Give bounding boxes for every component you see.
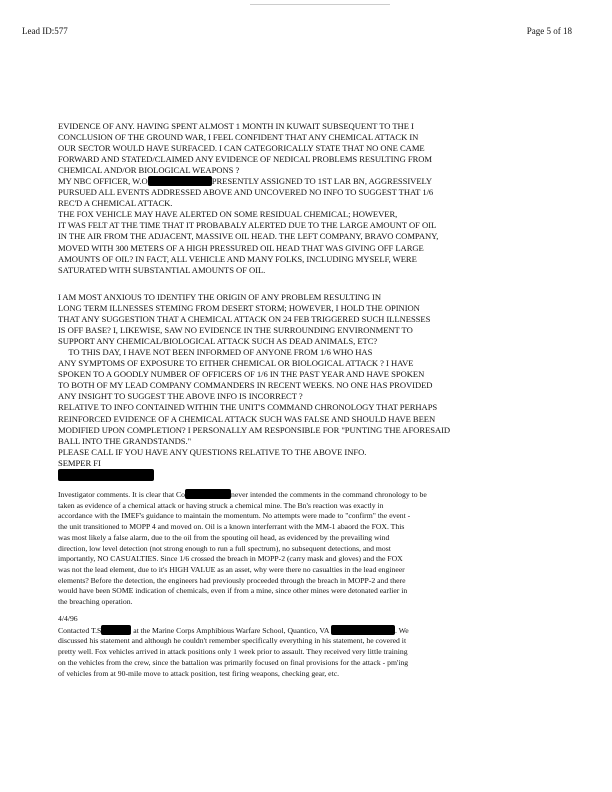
text-line: AMOUNTS OF OIL? IN FACT, ALL VEHICLE AND MANY FOLKS, INCLUDING MYSELF, WERE xyxy=(58,253,417,264)
letter-paragraph-1 xyxy=(58,121,578,276)
text-line: accordance with the IMEF's guidance to maintain the momentum. No attempts were made to "confirm" the event - xyxy=(58,511,411,521)
text-line: IT WAS FELT AT THE TIME THAT IT PROBABALY ALERTED DUE TO THE LARGE AMOUNT OF OIL xyxy=(58,220,437,231)
contact-first-line xyxy=(58,625,588,637)
contact-date: 4/4/96 xyxy=(58,614,78,623)
signature-redaction xyxy=(58,469,578,482)
text-line: the breaching operation. xyxy=(58,597,133,607)
text-line: ANY SYMPTOMS OF EXPOSURE TO EITHER CHEMICAL OR BIOLOGICAL ATTACK ? I HAVE xyxy=(58,358,414,369)
redaction-bar xyxy=(58,469,154,481)
redaction-bar xyxy=(101,625,131,635)
investigator-line-end: never intended the comments in the command chronology to be xyxy=(231,490,427,499)
text-line: BALL INTO THE GRANDSTANDS." xyxy=(58,435,192,446)
investigator-first-line xyxy=(58,489,588,501)
text-line: was not the lead element, due to it's HIGH VALUE as an asset, why were there no casualties in the lead engineer xyxy=(58,564,405,574)
text-line: I AM MOST ANXIOUS TO IDENTIFY THE ORIGIN OF ANY PROBLEM RESULTING IN xyxy=(58,292,382,302)
text-line: the unit transitioned to MOPP 4 and moved on. Oil is a known interferrant with the MM-1 abaord the FOX. This xyxy=(58,522,405,532)
text-line: TO THIS DAY, I HAVE NOT BEEN INFORMED OF ANYONE FROM 1/6 WHO HAS xyxy=(58,347,373,358)
text-line: REC'D A CHEMICAL ATTACK. xyxy=(58,198,173,209)
redaction-bar xyxy=(331,625,395,635)
text-line: on the vehicles from the crew, since the battalion was primarily focused on final provisions for the attack - pm'ing xyxy=(58,657,409,667)
text-line: direction, low level detection (not strong enough to run a full spectrum), no subsequent detections, and most xyxy=(58,543,391,553)
text-line: of vehicles from at 90-mile move to attack position, test firing weapons, checking gear, etc. xyxy=(58,668,340,678)
redaction-bar xyxy=(148,176,212,186)
text-line: REINFORCED EVIDENCE OF A CHEMICAL ATTACK SUCH WAS FALSE AND SHOULD HAVE BEEN xyxy=(58,413,436,424)
text-line: MOVED WITH 300 METERS OF A HIGH PRESSURED OIL HEAD THAT WAS GIVING OFF LARGE xyxy=(58,242,424,253)
text-line: MODIFIED UPON COMPLETION? I PERSONALLY AM RESPONSIBLE FOR "PUNTING THE AFORESAID xyxy=(58,424,451,435)
letter-paragraph-2 xyxy=(58,292,578,482)
text-line: THE FOX VEHICLE MAY HAVE ALERTED ON SOME RESIDUAL CHEMICAL; HOWEVER, xyxy=(58,209,398,220)
text-line: IN THE AIR FROM THE ADJACENT, MASSIVE OIL HEAD. THE LEFT COMPANY, BRAVO COMPANY, xyxy=(58,231,439,242)
text-line: was most likely a false alarm, due to the oil from the spouting oil head, as evidenced by the prevailing wind xyxy=(58,532,390,542)
text-line: FORWARD AND STATED/CLAIMED ANY EVIDENCE OF NEDICAL PROBLEMS RESULTING FROM xyxy=(58,154,432,165)
text-line: EVIDENCE OF ANY. HAVING SPENT ALMOST 1 MONTH IN KUWAIT SUBSEQUENT TO THE I xyxy=(58,121,414,131)
investigator-comments xyxy=(58,489,588,608)
contact-note xyxy=(58,614,588,679)
page-number: Page 5 of 18 xyxy=(526,26,572,36)
text-line: CHEMICAL AND/OR BIOLOGICAL WEAPONS ? xyxy=(58,165,240,176)
text-line: elements? Before the detection, the engineers had previously proceeded through the breach in MOPP-2 and there xyxy=(58,575,406,585)
text-line: SATURATED WITH SUBSTANTIAL AMOUNTS OF OIL. xyxy=(58,264,266,275)
text-line: LONG TERM ILLNESSES STEMING FROM DESERT STORM; HOWEVER, I HOLD THE OPINION xyxy=(58,303,420,314)
text-line: PURSUED ALL EVENTS ADDRESSED ABOVE AND UNCOVERED NO INFO TO SUGGEST THAT 1/6 xyxy=(58,187,434,198)
text-line: IS OFF BASE? I, LIKEWISE, SAW NO EVIDENCE IN THE SURROUNDING ENVIRONMENT TO xyxy=(58,325,413,336)
redaction-bar xyxy=(185,489,231,499)
text-line: TO BOTH OF MY LEAD COMPANY COMMANDERS IN RECENT WEEKS. NO ONE HAS PROVIDED xyxy=(58,380,433,391)
text-line: CONCLUSION OF THE GROUND WAR, I FEEL CONFIDENT THAT ANY CHEMICAL ATTACK IN xyxy=(58,132,419,143)
top-scan-line xyxy=(250,4,390,5)
contact-line-end: . We xyxy=(394,625,409,635)
text-line: pretty well. Fox vehicles arrived in attack positions only 1 week prior to assault. They received very little training xyxy=(58,647,408,657)
text-line: THAT ANY SUGGESTION THAT A CHEMICAL ATTACK ON 24 FEB TRIGGERED SUCH ILLNESSES xyxy=(58,314,431,325)
text-line: OUR SECTOR WOULD HAVE SURFACED. I CAN CATEGORICALLY STATE THAT NO ONE CAME xyxy=(58,143,425,154)
text-line: SUPPORT ANY CHEMICAL/BIOLOGICAL ATTACK SUCH AS DEAD ANIMALS, ETC? xyxy=(58,336,378,347)
nbc-line-start: MY NBC OFFICER, W.O xyxy=(58,176,148,187)
text-line: ANY INSIGHT TO SUGGEST THE ABOVE INFO IS INCORRECT ? xyxy=(58,391,303,402)
text-line: SPOKEN TO A GOODLY NUMBER OF OFFICERS OF 1/6 IN THE PAST YEAR AND HAVE SPOKEN xyxy=(58,369,425,380)
investigator-line-start: Investigator comments. It is clear that Co xyxy=(58,490,186,499)
lead-id: Lead ID:577 xyxy=(22,26,68,36)
nbc-line-end: PRESENTLY ASSIGNED TO 1ST LAR BN, AGGRESSIVELY xyxy=(211,176,433,187)
text-line: would have been SOME indication of chemicals, even if from a mine, since other mines were detonated earlier in xyxy=(58,586,408,596)
text-line: PLEASE CALL IF YOU HAVE ANY QUESTIONS RELATIVE TO THE ABOVE INFO. xyxy=(58,446,367,457)
contact-line-middle: at the Marine Corps Amphibious Warfare School, Quantico, VA xyxy=(133,625,330,635)
nbc-officer-line xyxy=(58,176,578,187)
text-line: SEMPER FI xyxy=(58,457,101,468)
text-line: importantly, NO CASUALTIES. Since 1/6 crossed the breach in MOPP-2 (carry mask and gloves) and the FOX xyxy=(58,554,403,564)
contact-line-start: Contacted T.S xyxy=(58,625,102,635)
text-line: discussed his statement and although he couldn't remember specifically everything in his statement, he covered it xyxy=(58,636,407,646)
text-line: taken as evidence of a chemical attack or having struck a chemical mine. The Bn's reaction was exactly in xyxy=(58,500,384,510)
text-line: RELATIVE TO INFO CONTAINED WITHIN THE UNIT'S COMMAND CHRONOLOGY THAT PERHAPS xyxy=(58,402,438,413)
